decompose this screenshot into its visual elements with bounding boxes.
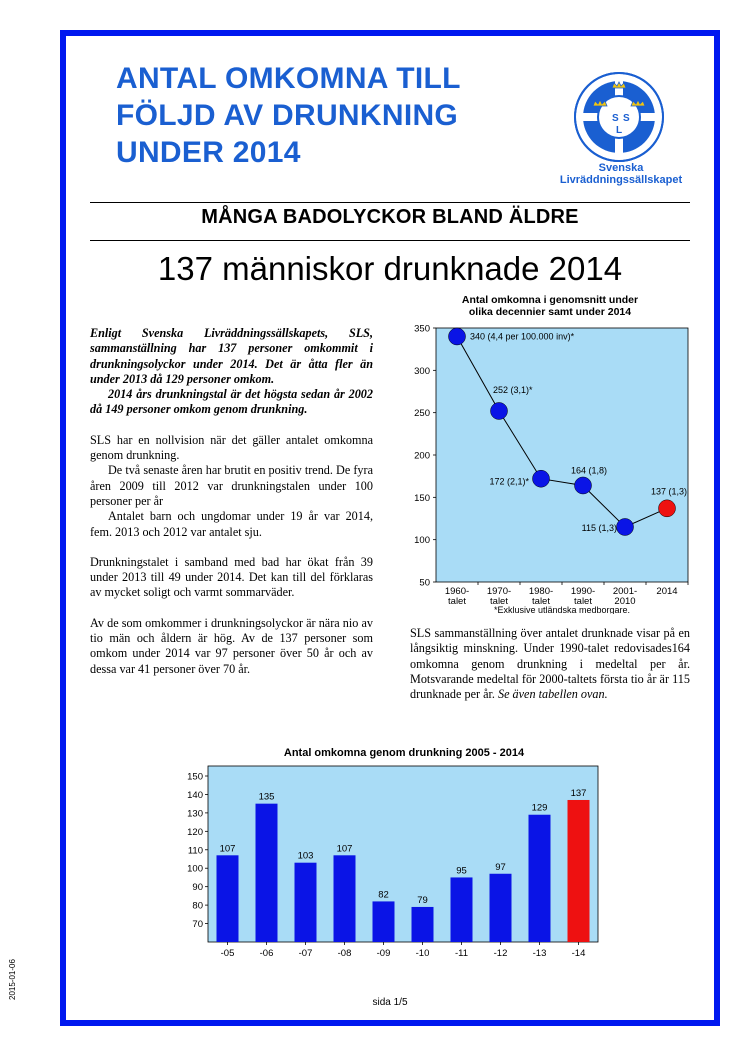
- sls-logo-icon: [572, 70, 666, 164]
- page-title: [116, 60, 556, 171]
- print-date: 2015-01-06: [8, 959, 17, 1000]
- bar: [412, 907, 434, 942]
- body-paragraph: Av de som omkommer i drunkningsolyckor är nära nio av tio män och åldern är hög. Av de 137 personer som omkom under 2014 var 97 personer över 50 år och av dessa var 41 personer över 70 år.: [90, 615, 373, 676]
- x-tick-label: 1960-: [444, 586, 470, 597]
- caption-text: SLS sammanställning över antalet drunknade visar på en långsiktig minskning. Under 1990-talet redovisades164 omkomna genom drunkning i medeltal per år. Motsvarande medeltal för 2000-taltets första tio år är 115 drunknade per år.: [410, 626, 690, 702]
- y-tick-label: 150: [187, 771, 203, 783]
- data-label: 340 (4,4 per 100.000 inv)*: [470, 331, 575, 342]
- y-tick-label: 200: [414, 450, 430, 462]
- x-tick-label: 2014: [656, 586, 678, 597]
- divider: [90, 240, 690, 241]
- x-tick-label: -05: [220, 948, 235, 959]
- bar: [295, 863, 317, 942]
- y-tick-label: 250: [414, 408, 430, 420]
- y-tick-label: 130: [187, 808, 203, 820]
- logo-letter: S: [623, 113, 630, 124]
- data-point: [491, 402, 508, 419]
- y-tick-label: 70: [192, 919, 203, 931]
- x-tick-label: -10: [415, 948, 430, 959]
- data-point: [659, 500, 676, 517]
- data-label: 172 (2,1)*: [489, 476, 529, 487]
- subheading: MÅNGA BADOLYCKOR BLAND ÄLDRE: [201, 206, 579, 228]
- body-paragraph: Drunkningstalet i samband med bad har ökat från 39 under 2013 till 49 under 2014. Det kan till del förklaras av mycket soligt och varmt sommarväder.: [90, 554, 373, 600]
- logo-letter: L: [616, 125, 623, 136]
- data-label: 115 (1,3): [581, 522, 617, 533]
- bar-value-label: 135: [258, 791, 275, 803]
- x-tick-label: talet: [490, 596, 508, 607]
- bar: [451, 877, 473, 942]
- intro-paragraph: 2014 års drunkningstal är det högsta sedan år 2002 då 149 personer omkom genom drunkning.: [90, 387, 373, 417]
- bar-value-label: 95: [456, 865, 467, 877]
- data-point: [617, 518, 634, 535]
- x-tick-label: -07: [298, 948, 313, 959]
- bar-value-label: 107: [336, 843, 353, 855]
- y-tick-label: 140: [187, 789, 203, 801]
- y-tick-label: 300: [414, 365, 430, 377]
- y-tick-label: 100: [187, 863, 203, 875]
- data-point: [575, 477, 592, 494]
- headline: 137 människor drunknade 2014: [157, 250, 623, 287]
- bar: [256, 804, 278, 942]
- logo-text: [548, 162, 694, 186]
- y-tick-label: 90: [192, 882, 203, 894]
- y-tick-label: 110: [187, 845, 203, 857]
- data-label: 137 (1,3): [651, 486, 688, 497]
- title-line: FÖLJD AV DRUNKNING: [116, 99, 459, 132]
- x-tick-label: -06: [259, 948, 274, 959]
- bar: [568, 800, 590, 942]
- left-column: [90, 326, 373, 677]
- logo-text-line: Svenska: [598, 162, 644, 174]
- yearly-bar-chart: [180, 742, 600, 968]
- logo-letter: S: [612, 113, 619, 124]
- bar-value-label: 82: [378, 889, 389, 901]
- x-tick-label: -13: [532, 948, 547, 959]
- bar: [529, 815, 551, 942]
- x-tick-label: -08: [337, 948, 352, 959]
- x-tick-label: 2001-: [612, 586, 638, 597]
- bar: [334, 855, 356, 942]
- logo-text-line: Livräddningssällskapet: [559, 174, 683, 186]
- bar-value-label: 137: [570, 787, 587, 799]
- bar-value-label: 97: [495, 861, 506, 873]
- chart-footnote: *Exklusive utländska medborgare.: [493, 605, 631, 614]
- x-tick-label: 2010: [614, 596, 636, 607]
- bar: [490, 874, 512, 942]
- x-tick-label: 1990-: [570, 586, 596, 597]
- y-tick-label: 150: [414, 492, 430, 504]
- body-paragraph: Antalet barn och ungdomar under 19 år var 2014, fem. 2013 och 2012 var antalet sju.: [90, 509, 373, 539]
- x-tick-label: talet: [574, 596, 592, 607]
- x-tick-label: -12: [493, 948, 508, 959]
- intro-paragraph: Enligt Svenska Livräddningssällskapets, SLS, sammanställning har 137 personer omkommit i drunkningsolyckor under 2014. Det är åtta fler än under 2013 då 129 personer omkom.: [90, 326, 373, 386]
- data-point: [449, 328, 466, 345]
- x-tick-label: 1970-: [486, 586, 512, 597]
- chart-title-line: olika decennier samt under 2014: [468, 306, 632, 318]
- x-tick-label: -11: [454, 948, 469, 959]
- y-tick-label: 80: [192, 900, 203, 912]
- caption-italic: Se även tabellen ovan.: [497, 687, 608, 702]
- divider: [90, 202, 690, 203]
- data-label: 164 (1,8): [571, 465, 608, 476]
- decade-line-chart: [404, 324, 694, 614]
- bar: [217, 855, 239, 942]
- y-tick-label: 350: [414, 324, 430, 335]
- bar: [373, 901, 395, 942]
- data-point: [533, 470, 550, 487]
- x-tick-label: 1980-: [528, 586, 554, 597]
- x-tick-label: -09: [376, 948, 391, 959]
- page-number: sida 1/5: [372, 997, 408, 1008]
- y-tick-label: 120: [187, 826, 203, 838]
- x-tick-label: talet: [448, 596, 466, 607]
- chart-caption: [410, 626, 690, 702]
- data-label: 252 (3,1)*: [493, 384, 533, 395]
- body-paragraph: De två senaste åren har brutit en positiv trend. De fyra åren 2009 till 2012 var drunkningstalen under 100 personer per år: [90, 463, 373, 508]
- chart-title-line: Antal omkomna i genomsnitt under: [461, 294, 639, 306]
- bar-value-label: 107: [219, 843, 236, 855]
- bar-value-label: 129: [531, 802, 548, 814]
- bar-value-label: 79: [417, 894, 428, 906]
- title-line: ANTAL OMKOMNA TILL: [116, 62, 461, 95]
- title-line: UNDER 2014: [116, 136, 301, 169]
- y-tick-label: 50: [419, 577, 430, 589]
- y-tick-label: 100: [414, 535, 430, 547]
- bar-chart-title: Antal omkomna genom drunkning 2005 - 2014: [283, 747, 525, 759]
- x-tick-label: talet: [532, 596, 550, 607]
- bar-value-label: 103: [297, 850, 314, 862]
- x-tick-label: -14: [571, 948, 586, 959]
- decade-chart-title: [410, 294, 690, 318]
- body-paragraph: SLS har en nollvision när det gäller antalet omkomna genom drunkning.: [90, 432, 373, 463]
